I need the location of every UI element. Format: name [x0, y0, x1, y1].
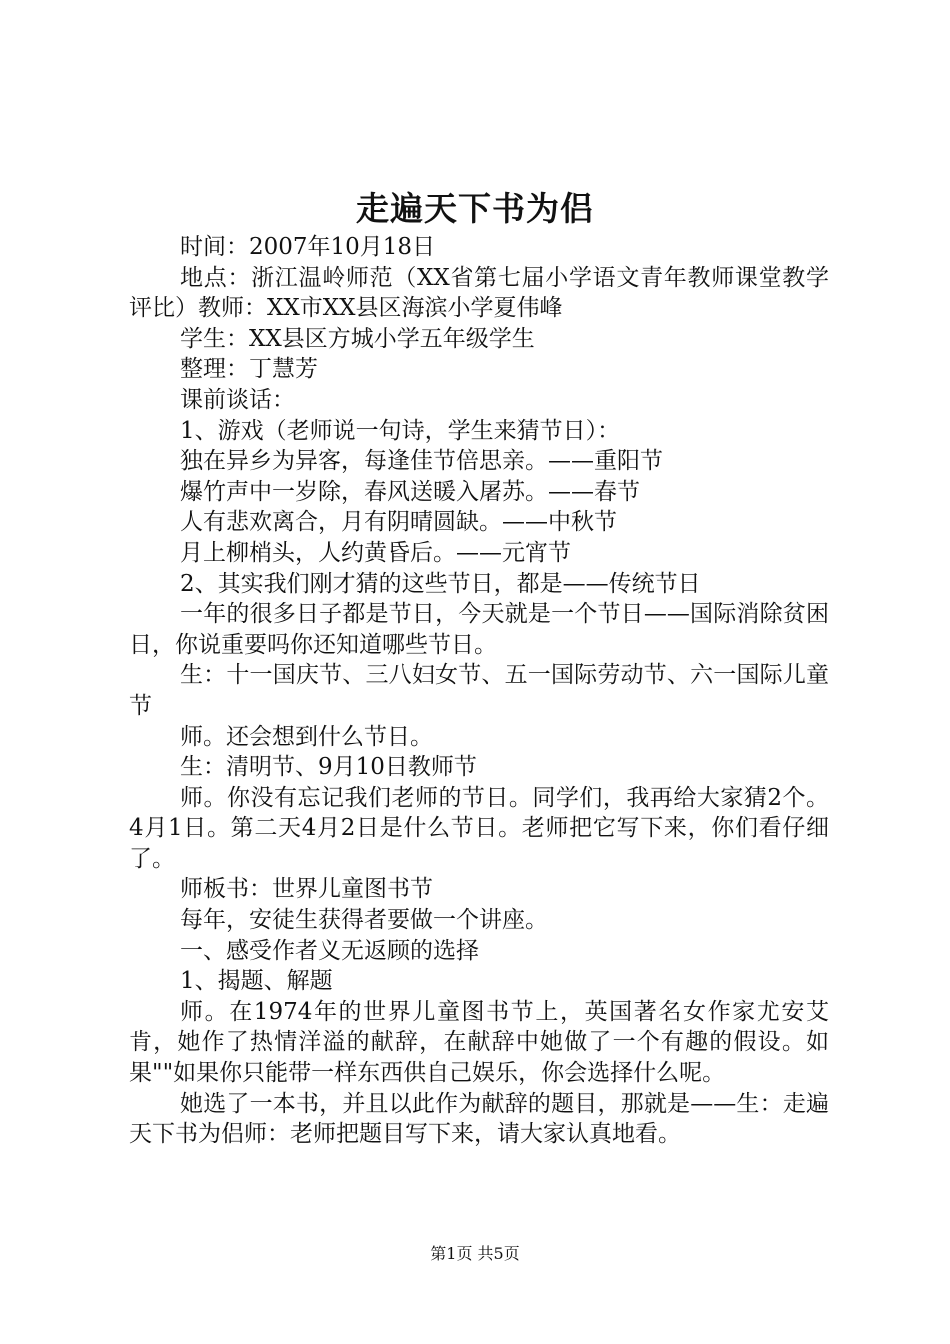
paragraph-time: 时间：2007年10月18日 — [180, 234, 436, 260]
paragraph-poem-3: 人有悲欢离合，月有阴晴圆缺。——中秋节 — [180, 509, 617, 536]
paragraph-book-choice: 她选了一本书，并且以此作为献辞的题目，那就是——生：走遍天下书为侣师：老师把题目写下来，请大家认真地看。 — [129, 1090, 829, 1148]
paragraph-blackboard: 师板书：世界儿童图书节 — [180, 876, 433, 903]
document-body — [129, 232, 829, 1150]
paragraph-teacher-story: 师。在1974年的世界儿童图书节上，英国著名女作家尤安艾肯，她作了热情洋溢的献辞，在献辞中她做了一个有趣的假设。如果""如果你只能带一样东西供自己娱乐，你会选择什么呢。 — [129, 998, 829, 1087]
paragraph-teacher-question: 师。还会想到什么节日。 — [180, 723, 433, 750]
paragraph-student-answer-2: 生：清明节、9月10日教师节 — [180, 754, 477, 781]
paragraph-editor: 整理：丁慧芳 — [180, 356, 318, 383]
paragraph-student-answer-1: 生：十一国庆节、三八妇女节、五一国际劳动节、六一国际儿童节 — [129, 662, 829, 719]
paragraph-game: 1、游戏（老师说一句诗，学生来猜节日）： — [180, 417, 621, 444]
paragraph-poem-4: 月上柳梢头，人约黄昏后。——元宵节 — [180, 539, 571, 566]
page-footer: 第1页 共5页 — [430, 1244, 520, 1263]
paragraph-traditional-festivals: 2、其实我们刚才猜的这些节日，都是——传统节日 — [180, 570, 701, 597]
document-title: 走遍天下书为侣 — [356, 189, 594, 228]
paragraph-location: 地点：浙江温岭师范（XX省第七届小学语文青年教师课堂教学评比）教师：XX市XX县区海滨小学夏伟峰 — [129, 264, 829, 322]
paragraph-poverty-day: 一年的很多日子都是节日，今天就是一个节日——国际消除贫困日，你说重要吗你还知道哪些节日。 — [129, 601, 829, 658]
paragraph-poem-1: 独在异乡为异客，每逢佳节倍思亲。——重阳节 — [180, 448, 663, 475]
paragraph-lecture: 每年，安徒生获得者要做一个讲座。 — [180, 907, 548, 934]
paragraph-poem-2: 爆竹声中一岁除，春风送暖入屠苏。——春节 — [180, 478, 640, 505]
paragraph-students: 学生：XX县区方城小学五年级学生 — [180, 325, 535, 352]
paragraph-teacher-guess: 师。你没有忘记我们老师的节日。同学们，我再给大家猜2个。4月1日。第二天4月2日是什么节日。老师把它写下来，你们看仔细了。 — [129, 784, 829, 872]
paragraph-preclass-talk: 课前谈话： — [180, 386, 295, 413]
paragraph-subsection-heading: 1、揭题、解题 — [180, 968, 333, 995]
paragraph-section-heading: 一、感受作者义无返顾的选择 — [180, 937, 479, 964]
